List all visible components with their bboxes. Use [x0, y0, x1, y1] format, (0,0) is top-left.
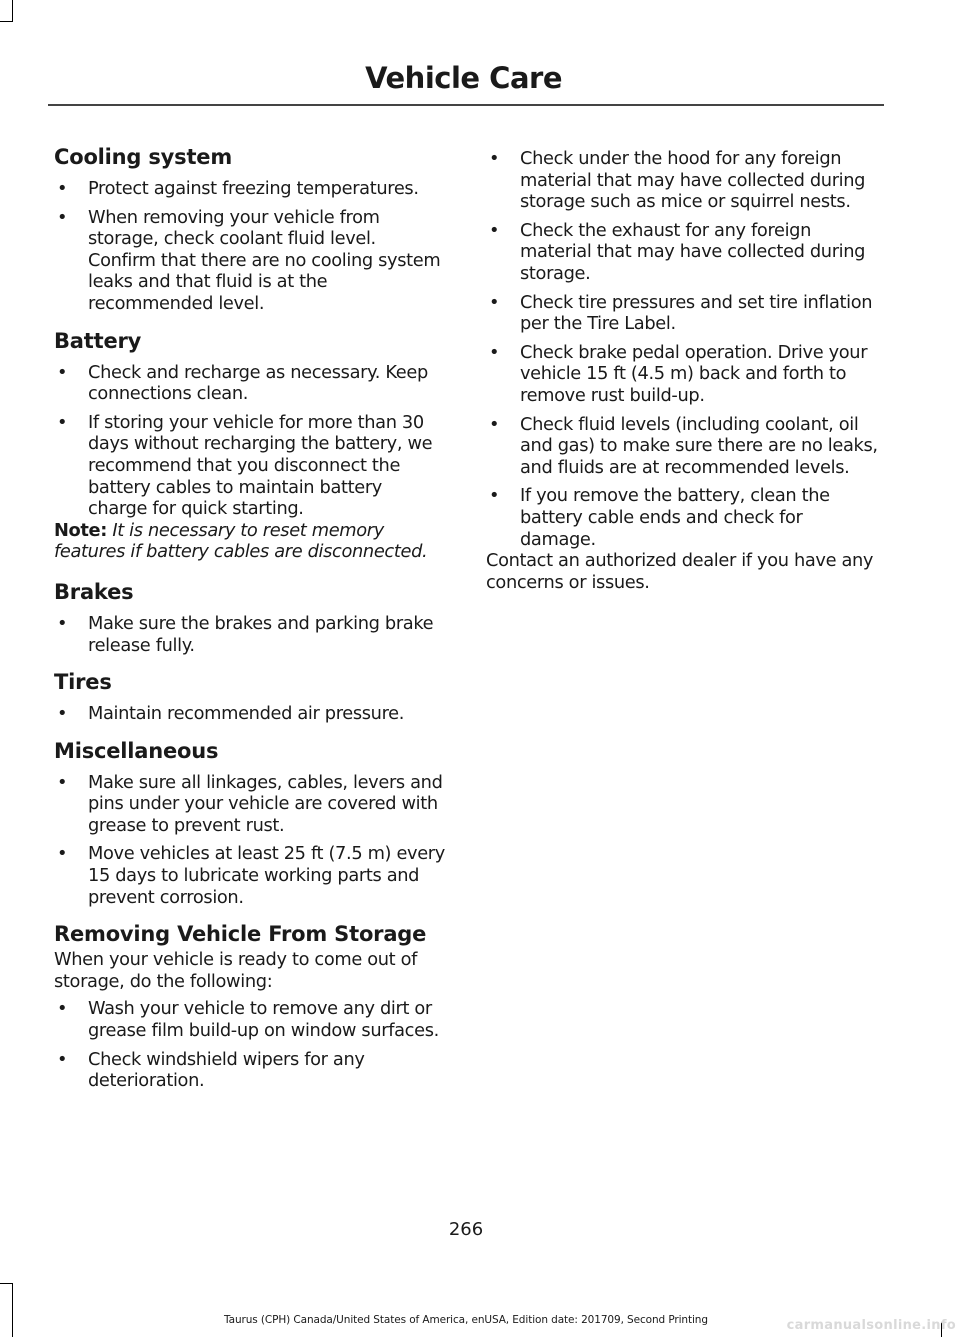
list-item: • Maintain recommended air pressure.	[54, 703, 446, 725]
page-number: 266	[448, 1219, 484, 1240]
crop-mark-top-left-horizontal	[0, 21, 13, 22]
list-item: • Wash your vehicle to remove any dirt or grease film build-up on window surfaces.	[54, 998, 446, 1041]
note-text: It is necessary to reset memory features if battery cables are disconnected.	[54, 519, 428, 563]
heading-brakes: Brakes	[54, 579, 134, 604]
list-item: • When removing your vehicle from storage, check coolant fluid level. Confirm that there are no cooling system leaks and that fluid is at the recommended level.	[54, 207, 446, 315]
list-item: • Make sure all linkages, cables, levers and pins under your vehicle are covered with grease to prevent rust.	[54, 772, 446, 837]
edition-footer: Taurus (CPH) Canada/United States of America, enUSA, Edition date: 201709, Second Printing	[224, 1314, 708, 1326]
miscellaneous-list	[54, 772, 446, 909]
list-item: • Check windshield wipers for any deterioration.	[54, 1049, 446, 1092]
removing-list-right	[486, 148, 878, 550]
battery-list	[54, 362, 446, 520]
left-column	[54, 142, 446, 1092]
crop-mark-bottom-left-vertical	[12, 1283, 13, 1337]
heading-miscellaneous: Miscellaneous	[54, 738, 219, 763]
crop-mark-bottom-left-horizontal	[0, 1283, 13, 1284]
page-title: Vehicle Care	[365, 61, 562, 95]
list-item: • Check fluid levels (including coolant, oil and gas) to make sure there are no leaks, and fluids are at recommended levels.	[486, 414, 878, 479]
list-item: • Check the exhaust for any foreign material that may have collected during storage.	[486, 220, 878, 285]
cooling-system-list	[54, 178, 446, 315]
closing-paragraph: Contact an authorized dealer if you have any concerns or issues.	[486, 550, 874, 593]
list-item: • Check brake pedal operation. Drive your vehicle 15 ft (4.5 m) back and forth to remove rust build-up.	[486, 342, 878, 407]
crop-mark-top-left-vertical	[12, 0, 13, 22]
removing-intro: When your vehicle is ready to come out of storage, do the following:	[54, 949, 418, 992]
note-label: Note:	[54, 519, 108, 541]
header-rule	[48, 104, 884, 106]
list-item: • Check tire pressures and set tire inflation per the Tire Label.	[486, 292, 878, 335]
watermark: carmanualsonline.info	[786, 1318, 956, 1333]
heading-battery: Battery	[54, 328, 142, 353]
list-item: • If storing your vehicle for more than 30 days without recharging the battery, we recommend that you disconnect the battery cables to maintain battery charge for quick starting.	[54, 412, 446, 520]
right-column	[486, 148, 878, 593]
list-item: • Check under the hood for any foreign material that may have collected during storage such as mice or squirrel nests.	[486, 148, 878, 213]
list-item: • Check and recharge as necessary. Keep connections clean.	[54, 362, 446, 405]
heading-tires: Tires	[54, 670, 112, 695]
list-item: • Make sure the brakes and parking brake release fully.	[54, 613, 446, 656]
brakes-list	[54, 613, 446, 656]
removing-list-left	[54, 998, 446, 1091]
battery-note	[54, 520, 446, 563]
tires-list	[54, 703, 446, 725]
list-item: • Protect against freezing temperatures.	[54, 178, 446, 200]
list-item: • Move vehicles at least 25 ft (7.5 m) every 15 days to lubricate working parts and prevent corrosion.	[54, 843, 446, 908]
heading-removing-vehicle-from-storage: Removing Vehicle From Storage	[54, 922, 427, 947]
heading-cooling-system: Cooling system	[54, 145, 233, 169]
list-item: • If you remove the battery, clean the battery cable ends and check for damage.	[486, 485, 878, 550]
